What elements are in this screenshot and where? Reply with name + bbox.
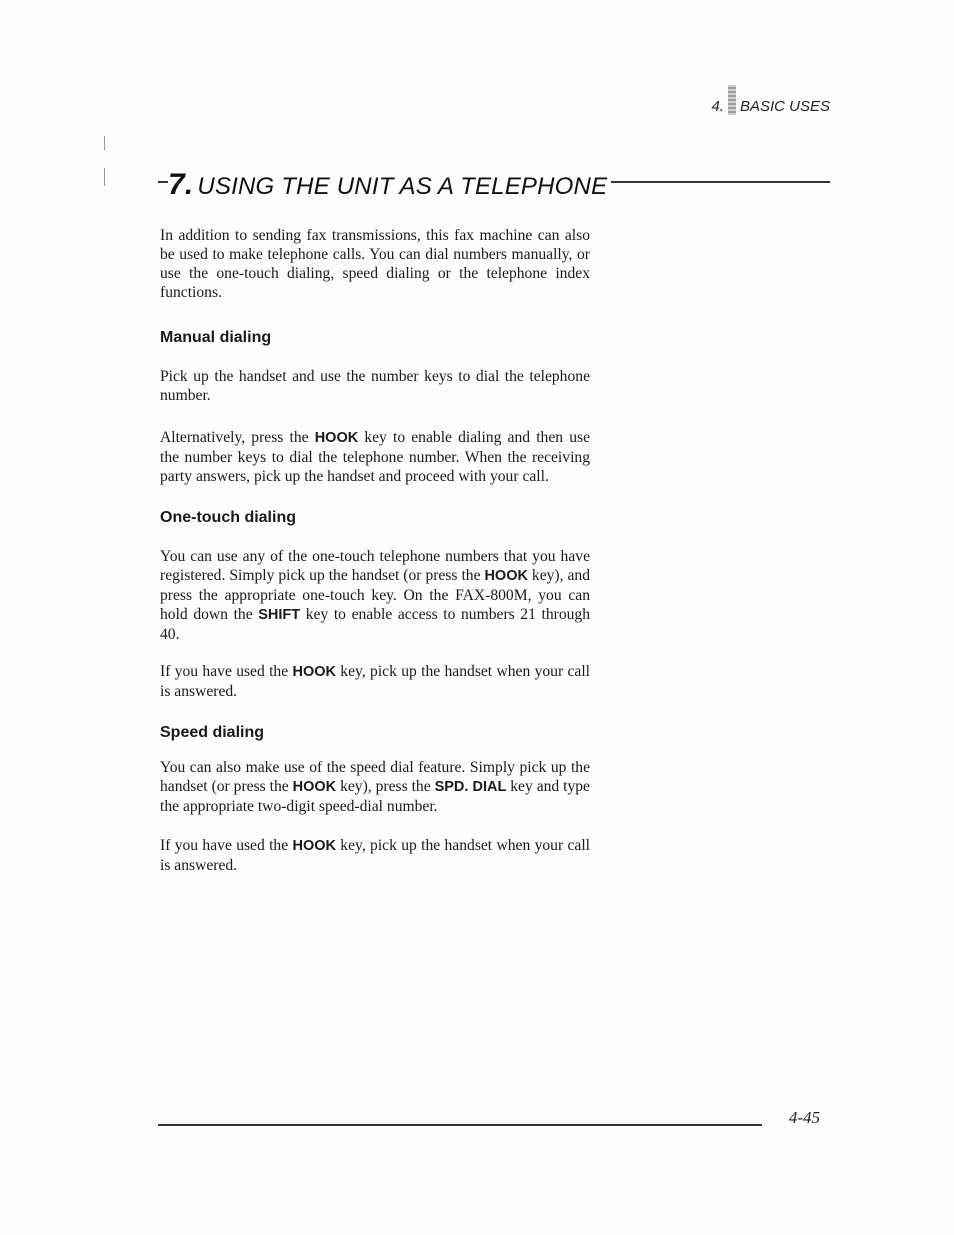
- body-content: [160, 226, 590, 893]
- scan-artifact: [104, 136, 105, 150]
- one-touch-paragraph-1: [160, 547, 590, 644]
- heading-manual-dialing: Manual dialing: [160, 329, 272, 346]
- text-run: If you have used the: [160, 663, 293, 680]
- text-run: key to enable access to numbers 21 through 40.: [160, 606, 591, 643]
- text-run: You can also make use of the speed dial feature. Simply pick up the handset (or press the: [160, 759, 590, 795]
- text-run: key and type the appropriate two-digit speed-dial number.: [160, 778, 590, 815]
- chapter-tab-marker: [728, 85, 736, 115]
- hook-key-label: HOOK: [484, 568, 528, 584]
- footer-rule: [158, 1124, 762, 1126]
- chapter-name: BASIC USES: [739, 98, 830, 115]
- scan-artifact: [104, 168, 105, 186]
- section-number: 7.: [168, 168, 194, 201]
- manual-dialing-paragraph-2: [160, 428, 590, 486]
- hook-key-label: HOOK: [292, 838, 336, 854]
- one-touch-paragraph-2: [160, 662, 590, 701]
- text-run: key), and press the appropriate one-touch key. On the FAX-800M, you can hold down the: [160, 567, 590, 623]
- running-header: [711, 98, 830, 115]
- text-run: key), press the: [336, 778, 435, 795]
- speed-dialing-paragraph-2: [160, 836, 590, 875]
- manual-dialing-paragraph-1: Pick up the handset and use the number keys to dial the telephone number.: [160, 368, 590, 404]
- heading-one-touch-dialing: One-touch dialing: [160, 509, 296, 526]
- page-number: 4-45: [788, 1108, 820, 1127]
- hook-key-label: HOOK: [292, 664, 336, 680]
- text-run: key to enable dialing and then use the number keys to dial the telephone number. When the receiving party answers, pick up the handset and proceed with your call.: [160, 429, 590, 485]
- text-run: You can use any of the one-touch telephone numbers that you have registered. Simply pick up the handset (or press the: [160, 548, 590, 584]
- section-title: [168, 168, 611, 202]
- shift-key-label: SHIFT: [258, 607, 301, 623]
- hook-key-label: HOOK: [292, 779, 337, 795]
- text-run: If you have used the: [160, 837, 293, 854]
- text-run: key, pick up the handset when your call is answered.: [160, 837, 590, 874]
- heading-speed-dialing: Speed dialing: [160, 724, 265, 741]
- spd-dial-key-label: SPD. DIAL: [434, 779, 507, 795]
- hook-key-label: HOOK: [314, 430, 359, 446]
- speed-dialing-paragraph-1: [160, 758, 590, 816]
- intro-paragraph: In addition to sending fax transmissions, this fax machine can also be used to make telephone calls. You can dial numbers manually, or use the one-touch dialing, speed dialing or the telephone index functions.: [160, 227, 590, 301]
- section-title-text: USING THE UNIT AS A TELEPHONE: [197, 173, 608, 200]
- chapter-number: 4.: [711, 98, 724, 115]
- text-run: Alternatively, press the: [160, 429, 315, 446]
- text-run: key, pick up the handset when your call is answered.: [160, 663, 590, 700]
